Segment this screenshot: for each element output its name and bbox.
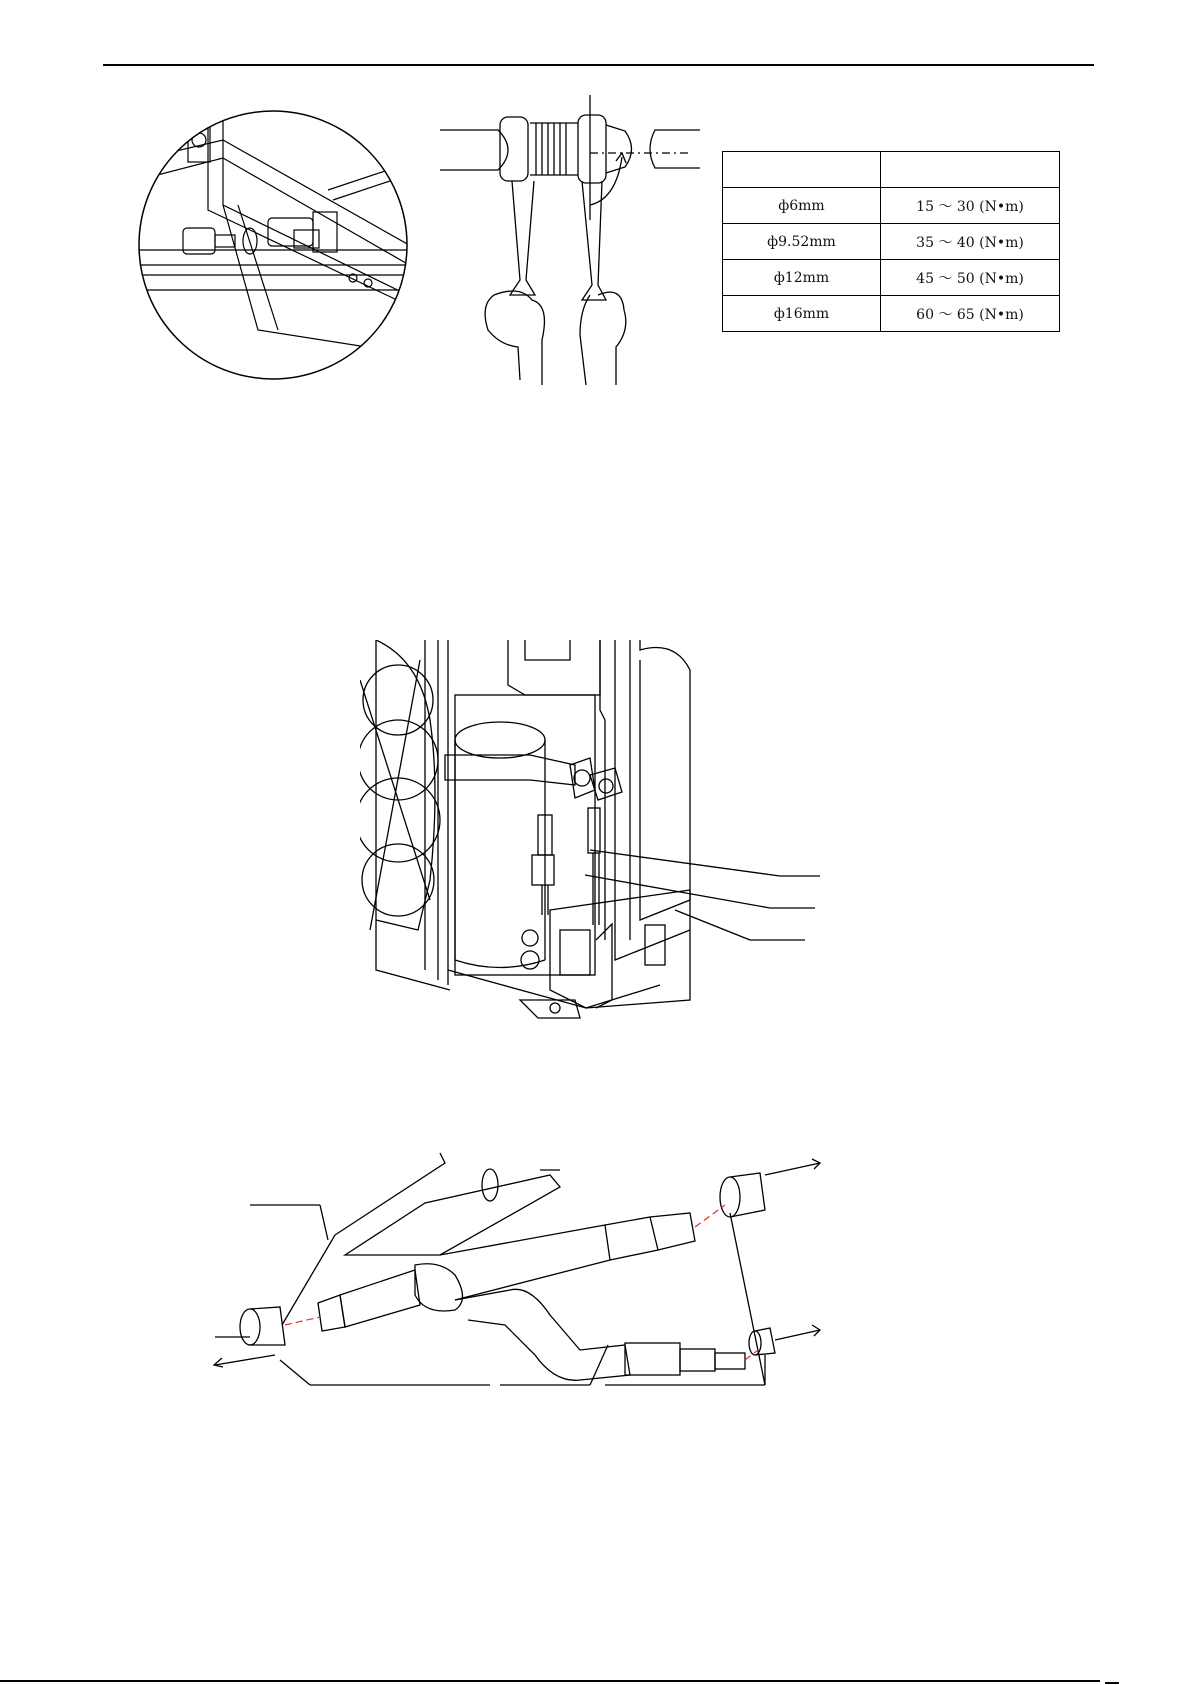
table-row xyxy=(723,224,1060,260)
torque-table xyxy=(722,151,1060,332)
header-tightening-torque xyxy=(881,152,1060,188)
flare-nut-detail-figure xyxy=(128,100,418,390)
torque-value: 35 ～ 40 (N•m) xyxy=(881,224,1060,260)
pipe-size: ф6mm xyxy=(723,188,881,224)
header-pipe-diameter xyxy=(723,152,881,188)
branch-pipe-figure xyxy=(210,1145,890,1405)
double-wrench-tightening-figure xyxy=(440,95,700,385)
pipe-size: ф12mm xyxy=(723,260,881,296)
page-mark xyxy=(1105,1682,1119,1684)
footer-rule xyxy=(0,1680,1100,1682)
table-row xyxy=(723,188,1060,224)
table-row xyxy=(723,296,1060,332)
torque-value: 60 ～ 65 (N•m) xyxy=(881,296,1060,332)
outdoor-unit-valves-figure xyxy=(360,640,820,1040)
pipe-size: ф16mm xyxy=(723,296,881,332)
torque-table-header xyxy=(723,152,1060,188)
table-row xyxy=(723,260,1060,296)
header-rule xyxy=(103,64,1094,66)
torque-value: 15 ～ 30 (N•m) xyxy=(881,188,1060,224)
torque-value: 45 ～ 50 (N•m) xyxy=(881,260,1060,296)
pipe-size: ф9.52mm xyxy=(723,224,881,260)
